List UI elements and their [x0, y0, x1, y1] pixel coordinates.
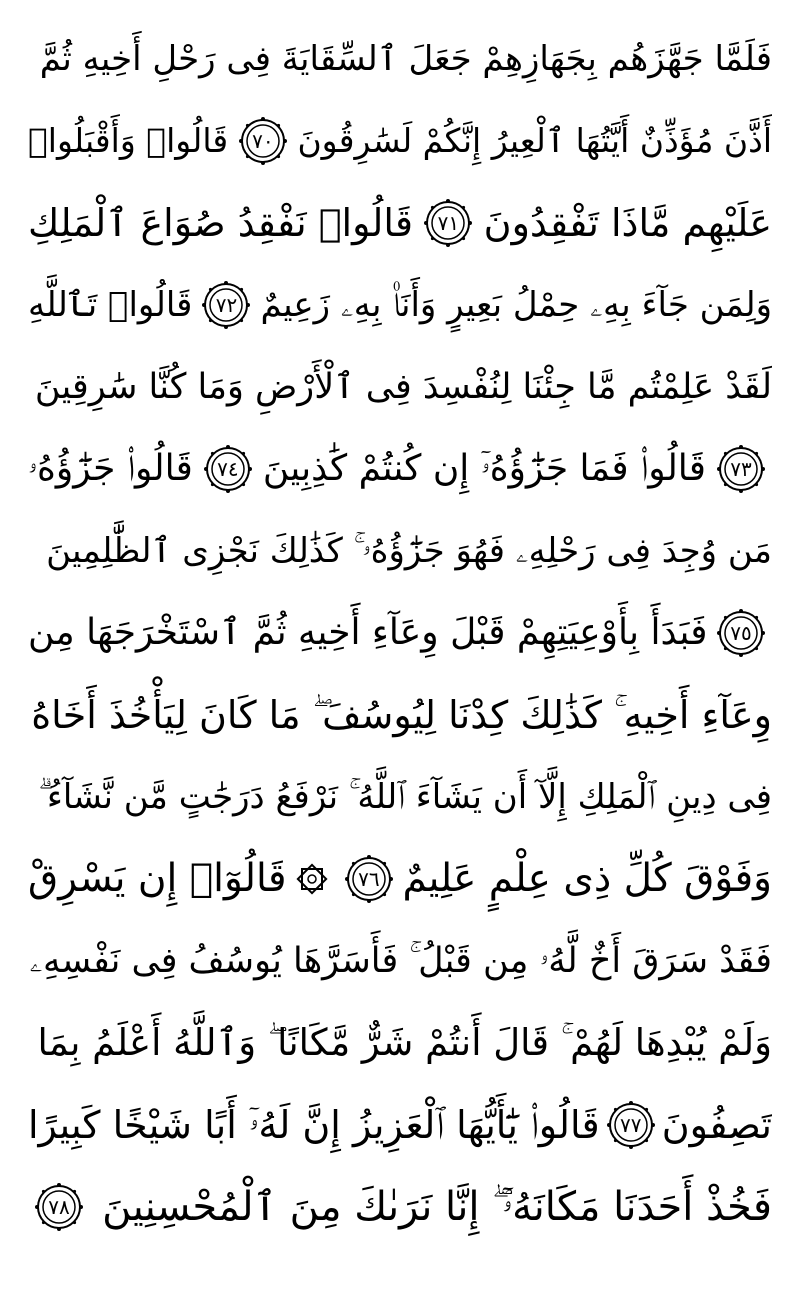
verse-text: قَالُوا۟ جَزَٰٓؤُهُۥ: [28, 448, 193, 489]
verse-number: ٧٧: [619, 1113, 642, 1137]
verse-text: قَالُوا۟ فَمَا جَزَٰٓؤُهُۥٓ إِن كُنتُمْ كَٰذِبِينَ: [262, 448, 706, 489]
text-line: [28, 428, 772, 510]
ayah-end-icon: [344, 854, 394, 904]
ayah-end-icon: [201, 280, 251, 330]
verse-text: فَلَمَّا جَهَّزَهُم بِجَهَازِهِمْ جَعَلَ ٱلسِّقَايَةَ فِى رَحْلِ أَخِيهِ ثُمَّ: [39, 39, 772, 79]
text-line: [28, 674, 772, 756]
text-line: [28, 510, 772, 592]
verse-text: مَن وُجِدَ فِى رَحْلِهِۦ فَهُوَ جَزَٰٓؤُهُۥ ۚ كَذَٰلِكَ نَجْزِى ٱلظَّٰلِمِينَ: [46, 531, 772, 571]
verse-text: قَالُوا۟ يَٰٓأَيُّهَا ٱلْعَزِيزُ إِنَّ لَهُۥٓ أَبًا شَيْخًا كَبِيرًا: [28, 1103, 600, 1147]
verse-text: وِعَآءِ أَخِيهِ ۚ كَذَٰلِكَ كِدْنَا لِيُوسُفَ ۖ مَا كَانَ لِيَأْخُذَ أَخَاهُ: [31, 693, 772, 737]
ayah-end-icon: [716, 444, 766, 494]
verse-text: فَخُذْ أَحَدَنَا مَكَانَهُۥٓ ۖ إِنَّا نَرَىٰكَ مِنَ ٱلْمُحْسِنِينَ: [102, 1184, 772, 1230]
ayah-end-icon: [238, 116, 288, 166]
verse-text: قَالُوا۟ تَٱللَّهِ: [28, 285, 193, 325]
verse-text: فَبَدَأَ بِأَوْعِيَتِهِمْ قَبْلَ وِعَآءِ أَخِيهِ ثُمَّ ٱسْتَخْرَجَهَا مِن: [28, 612, 708, 653]
text-line: [28, 1002, 772, 1084]
text-line: [28, 592, 772, 674]
text-line: [28, 264, 772, 346]
verse-text: عَلَيْهِم مَّاذَا تَفْقِدُونَ: [483, 201, 772, 245]
text-line: [28, 1166, 772, 1248]
verse-number: ٧٠: [252, 129, 274, 153]
ayah-end-icon: [34, 1182, 84, 1232]
verse-number: ٧٢: [215, 293, 238, 317]
ayah-end-icon: [203, 444, 253, 494]
verse-text: لَقَدْ عَلِمْتُم مَّا جِئْنَا لِنُفْسِدَ فِى ٱلْأَرْضِ وَمَا كُنَّا سَٰرِقِينَ: [34, 367, 772, 407]
verse-text: وَلَمْ يُبْدِهَا لَهُمْ ۚ قَالَ أَنتُمْ شَرٌّ مَّكَانًا ۖ وَٱللَّهُ أَعْلَمُ بِمَا: [37, 1021, 772, 1064]
verse-text: أَذَّنَ مُؤَذِّنٌ أَيَّتُهَا ٱلْعِيرُ إِنَّكُمْ لَسَٰرِقُونَ: [297, 121, 772, 160]
verse-text: فَقَدْ سَرَقَ أَخٌ لَّهُۥ مِن قَبْلُ ۚ فَأَسَرَّهَا يُوسُفُ فِى نَفْسِهِۦ: [29, 941, 772, 981]
text-line: [28, 18, 772, 100]
verse-text: قَالُوٓا۟ إِن يَسْرِقْ: [28, 856, 287, 901]
verse-number: ٧٥: [730, 621, 752, 645]
verse-number: ٧١: [437, 211, 460, 235]
rub-el-hizb-icon: [295, 862, 329, 896]
text-line: [28, 100, 772, 182]
verse-number: ٧٣: [730, 457, 752, 481]
text-line: [28, 756, 772, 838]
verse-text: وَلِمَن جَآءَ بِهِۦ حِمْلُ بَعِيرٍ وَأَنَا۠ بِهِۦ زَعِيمٌ: [260, 285, 772, 325]
text-line: [28, 346, 772, 428]
text-line: [28, 1084, 772, 1166]
verse-number: ٧٤: [217, 457, 239, 481]
ayah-end-icon: [606, 1100, 656, 1150]
verse-text: فِى دِينِ ٱلْمَلِكِ إِلَّآ أَن يَشَآءَ ٱللَّهُ ۚ نَرْفَعُ دَرَجَٰتٍ مَّن نَّشَآءُ ۗ: [38, 777, 772, 817]
text-line: [28, 182, 772, 264]
text-line: [28, 920, 772, 1002]
verse-text: تَصِفُونَ: [661, 1103, 772, 1147]
verse-number: ٧٦: [358, 867, 380, 891]
verse-text: قَالُوا۟ نَفْقِدُ صُوَاعَ ٱلْمَلِكِ: [28, 201, 414, 245]
text-line: [28, 838, 772, 920]
verse-text: قَالُوا۟ وَأَقْبَلُوا۟: [28, 121, 229, 160]
ayah-end-icon: [716, 608, 766, 658]
verse-number: ٧٨: [48, 1195, 70, 1219]
verse-text: وَفَوْقَ كُلِّ ذِى عِلْمٍ عَلِيمٌ: [402, 856, 772, 901]
ayah-end-icon: [423, 198, 473, 248]
